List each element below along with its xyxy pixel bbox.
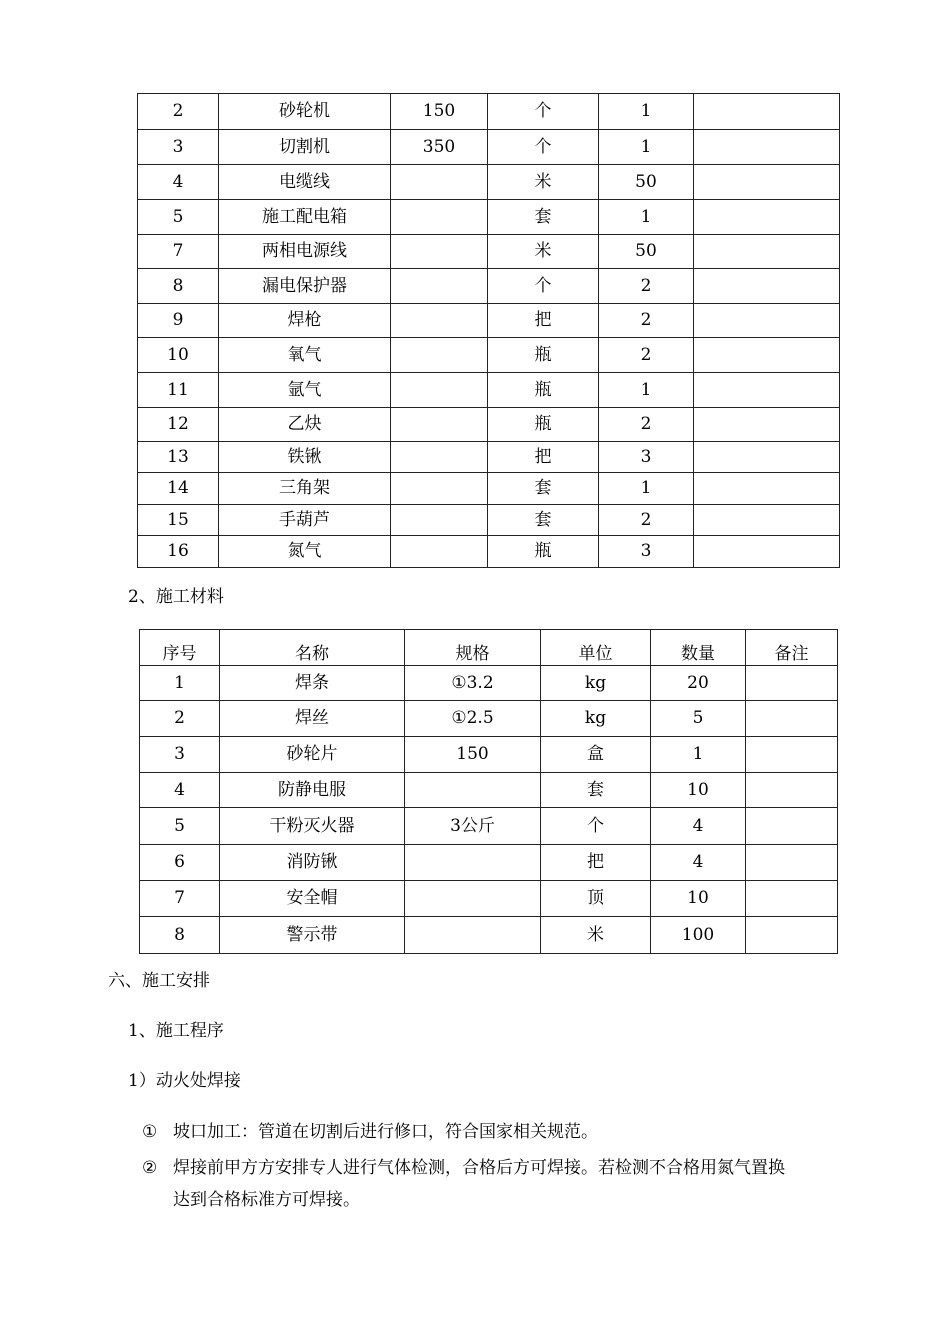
cell-qty: 3 xyxy=(599,442,694,473)
cell-name: 消防锹 xyxy=(220,845,405,881)
cell-spec: 150 xyxy=(405,737,541,773)
cell-qty: 3 xyxy=(599,536,694,568)
cell-name: 警示带 xyxy=(220,917,405,954)
cell-qty: 50 xyxy=(599,165,694,200)
cell-name: 电缆线 xyxy=(219,165,391,200)
materials-heading: 2、施工材料 xyxy=(128,587,224,607)
cell-no: 15 xyxy=(138,505,219,536)
cell-qty: 2 xyxy=(599,304,694,338)
cell-name: 安全帽 xyxy=(220,881,405,917)
cell-no: 3 xyxy=(140,737,220,773)
table-row xyxy=(140,917,838,954)
item-text-continued: 达到合格标准方可焊接。 xyxy=(173,1190,360,1210)
cell-unit: 个 xyxy=(488,130,599,165)
header-cell-no: 序号 xyxy=(140,630,220,666)
cell-name: 切割机 xyxy=(219,130,391,165)
cell-qty: 5 xyxy=(651,701,746,737)
section6-heading: 六、施工安排 xyxy=(108,971,210,991)
cell-unit: 米 xyxy=(488,165,599,200)
cell-note xyxy=(694,304,840,338)
cell-unit: 把 xyxy=(488,442,599,473)
cell-note xyxy=(694,94,840,130)
cell-spec xyxy=(391,165,488,200)
table-row xyxy=(138,473,840,505)
table-row xyxy=(138,304,840,338)
cell-note xyxy=(694,536,840,568)
cell-no: 8 xyxy=(140,917,220,954)
cell-name: 干粉灭火器 xyxy=(220,808,405,845)
cell-spec: ①3.2 xyxy=(405,666,541,701)
cell-unit: 套 xyxy=(488,473,599,505)
procedure-item-1 xyxy=(142,1116,852,1148)
cell-no: 14 xyxy=(138,473,219,505)
item-marker: ② xyxy=(142,1158,158,1178)
cell-name: 铁锹 xyxy=(219,442,391,473)
item-marker: ① xyxy=(142,1122,158,1142)
cell-note xyxy=(694,473,840,505)
cell-qty: 1 xyxy=(651,737,746,773)
table-row xyxy=(140,773,838,808)
cell-spec: ①2.5 xyxy=(405,701,541,737)
header-cell-qty: 数量 xyxy=(651,630,746,666)
cell-name: 手葫芦 xyxy=(219,505,391,536)
cell-spec: 3公斤 xyxy=(405,808,541,845)
cell-unit: 米 xyxy=(541,917,651,954)
cell-no: 7 xyxy=(138,235,219,269)
cell-note xyxy=(746,881,838,917)
cell-unit: 瓶 xyxy=(488,408,599,442)
cell-unit: 米 xyxy=(488,235,599,269)
cell-name: 砂轮片 xyxy=(220,737,405,773)
header-cell-note: 备注 xyxy=(746,630,838,666)
cell-no: 13 xyxy=(138,442,219,473)
procedure-item-2 xyxy=(142,1152,852,1216)
cell-note xyxy=(694,235,840,269)
cell-spec: 350 xyxy=(391,130,488,165)
cell-spec xyxy=(405,917,541,954)
cell-note xyxy=(746,917,838,954)
table-row xyxy=(140,701,838,737)
cell-qty: 1 xyxy=(599,473,694,505)
cell-no: 9 xyxy=(138,304,219,338)
cell-no: 3 xyxy=(138,130,219,165)
cell-no: 4 xyxy=(138,165,219,200)
cell-note xyxy=(694,505,840,536)
table-row xyxy=(138,130,840,165)
cell-name: 三角架 xyxy=(219,473,391,505)
cell-note xyxy=(694,338,840,373)
cell-no: 11 xyxy=(138,373,219,408)
table-row xyxy=(138,338,840,373)
cell-note xyxy=(746,737,838,773)
table-row xyxy=(138,165,840,200)
cell-name: 防静电服 xyxy=(220,773,405,808)
table-row xyxy=(138,269,840,304)
cell-name: 两相电源线 xyxy=(219,235,391,269)
table-row xyxy=(140,881,838,917)
cell-no: 10 xyxy=(138,338,219,373)
cell-no: 2 xyxy=(138,94,219,130)
cell-name: 氮气 xyxy=(219,536,391,568)
cell-unit: 瓶 xyxy=(488,536,599,568)
cell-unit: 瓶 xyxy=(488,373,599,408)
cell-qty: 1 xyxy=(599,130,694,165)
cell-name: 焊条 xyxy=(220,666,405,701)
cell-note xyxy=(694,200,840,235)
cell-unit: 把 xyxy=(541,845,651,881)
table-row xyxy=(138,373,840,408)
cell-name: 乙炔 xyxy=(219,408,391,442)
cell-note xyxy=(746,701,838,737)
cell-unit: 个 xyxy=(488,269,599,304)
cell-name: 氧气 xyxy=(219,338,391,373)
cell-qty: 1 xyxy=(599,94,694,130)
table-row xyxy=(140,737,838,773)
cell-note xyxy=(746,845,838,881)
materials-table-body xyxy=(140,630,838,954)
cell-spec xyxy=(391,338,488,373)
cell-no: 7 xyxy=(140,881,220,917)
cell-note xyxy=(746,773,838,808)
weld-heading: 1）动火处焊接 xyxy=(128,1071,241,1091)
cell-no: 2 xyxy=(140,701,220,737)
cell-qty: 1 xyxy=(599,373,694,408)
cell-spec xyxy=(391,373,488,408)
cell-no: 4 xyxy=(140,773,220,808)
cell-unit: kg xyxy=(541,666,651,701)
cell-unit: 盒 xyxy=(541,737,651,773)
header-cell-name: 名称 xyxy=(220,630,405,666)
cell-qty: 10 xyxy=(651,773,746,808)
cell-name: 焊枪 xyxy=(219,304,391,338)
table-row xyxy=(138,505,840,536)
header-cell-spec: 规格 xyxy=(405,630,541,666)
cell-qty: 2 xyxy=(599,269,694,304)
table-row xyxy=(138,200,840,235)
cell-spec xyxy=(391,442,488,473)
materials-table xyxy=(139,629,838,954)
cell-spec xyxy=(391,235,488,269)
cell-unit: 瓶 xyxy=(488,338,599,373)
cell-spec xyxy=(405,881,541,917)
cell-spec xyxy=(391,473,488,505)
cell-spec xyxy=(405,773,541,808)
cell-qty: 10 xyxy=(651,881,746,917)
cell-spec xyxy=(391,408,488,442)
cell-no: 5 xyxy=(138,200,219,235)
cell-qty: 4 xyxy=(651,845,746,881)
table-row xyxy=(140,845,838,881)
table-row xyxy=(138,536,840,568)
cell-note xyxy=(694,269,840,304)
cell-name: 漏电保护器 xyxy=(219,269,391,304)
cell-name: 砂轮机 xyxy=(219,94,391,130)
cell-spec xyxy=(391,200,488,235)
cell-spec xyxy=(391,304,488,338)
cell-unit: 个 xyxy=(488,94,599,130)
cell-spec xyxy=(405,845,541,881)
cell-qty: 2 xyxy=(599,505,694,536)
cell-qty: 50 xyxy=(599,235,694,269)
cell-qty: 20 xyxy=(651,666,746,701)
table-row xyxy=(138,94,840,130)
cell-no: 5 xyxy=(140,808,220,845)
cell-unit: 顶 xyxy=(541,881,651,917)
table-row xyxy=(138,235,840,269)
header-cell-unit: 单位 xyxy=(541,630,651,666)
cell-no: 1 xyxy=(140,666,220,701)
table-row xyxy=(140,808,838,845)
cell-qty: 100 xyxy=(651,917,746,954)
equipment-table-body xyxy=(138,94,840,568)
table-row xyxy=(138,442,840,473)
cell-unit: 套 xyxy=(541,773,651,808)
procedure-heading: 1、施工程序 xyxy=(128,1021,224,1041)
cell-qty: 4 xyxy=(651,808,746,845)
cell-spec xyxy=(391,505,488,536)
cell-spec xyxy=(391,269,488,304)
cell-note xyxy=(746,808,838,845)
cell-unit: 把 xyxy=(488,304,599,338)
equipment-table xyxy=(137,93,840,568)
table-row xyxy=(140,666,838,701)
cell-no: 8 xyxy=(138,269,219,304)
cell-name: 焊丝 xyxy=(220,701,405,737)
cell-note xyxy=(694,408,840,442)
cell-qty: 1 xyxy=(599,200,694,235)
cell-no: 16 xyxy=(138,536,219,568)
cell-note xyxy=(694,165,840,200)
item-text: 焊接前甲方方安排专人进行气体检测，合格后方可焊接。若检测不合格用氮气置换 xyxy=(173,1158,785,1178)
cell-note xyxy=(694,442,840,473)
table-row xyxy=(138,408,840,442)
cell-unit: 套 xyxy=(488,200,599,235)
cell-note xyxy=(694,373,840,408)
cell-unit: 个 xyxy=(541,808,651,845)
cell-note xyxy=(694,130,840,165)
cell-note xyxy=(746,666,838,701)
cell-qty: 2 xyxy=(599,338,694,373)
cell-no: 12 xyxy=(138,408,219,442)
cell-unit: kg xyxy=(541,701,651,737)
cell-qty: 2 xyxy=(599,408,694,442)
cell-no: 6 xyxy=(140,845,220,881)
cell-name: 施工配电箱 xyxy=(219,200,391,235)
cell-unit: 套 xyxy=(488,505,599,536)
cell-spec: 150 xyxy=(391,94,488,130)
cell-spec xyxy=(391,536,488,568)
materials-header-row xyxy=(140,630,838,666)
cell-name: 氩气 xyxy=(219,373,391,408)
item-text: 坡口加工：管道在切割后进行修口，符合国家相关规范。 xyxy=(173,1122,598,1142)
